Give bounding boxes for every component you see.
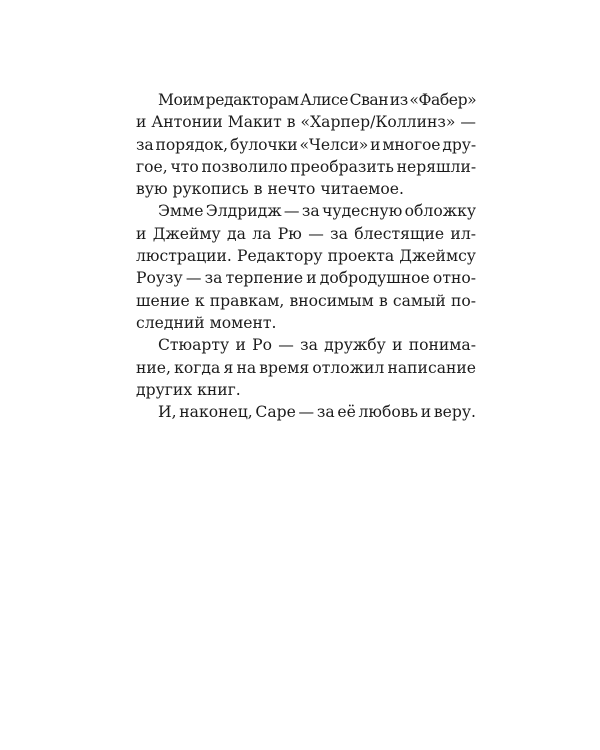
paragraph-sarah <box>136 401 476 423</box>
paragraph-illustrators <box>136 200 476 334</box>
text-line: за порядок, булочки «Челси» и многое дру- <box>136 135 476 154</box>
text-line: Эмме Элдридж — за чудесную обложку <box>158 202 476 221</box>
paragraph-editors <box>136 89 476 200</box>
text-line: Роузу — за терпение и добродушное отно- <box>136 269 476 288</box>
text-line: Стюарту и Ро — за дружбу и понима- <box>158 336 476 355</box>
text-line: других книг. <box>136 380 241 399</box>
text-line: ние, когда я на время отложил написание <box>136 358 476 377</box>
text-line: И, наконец, Саре — за её любовь и веру. <box>158 403 476 422</box>
text-line: люстрации. Редактору проекта Джеймсу <box>136 247 476 266</box>
text-line: шение к правкам, вносимым в самый по- <box>136 291 476 310</box>
text-line: вую рукопись в нечто читаемое. <box>136 180 404 199</box>
text-line: Моим редакторам Алисе Сван из «Фабер» <box>158 91 477 109</box>
acknowledgements-text <box>136 89 476 423</box>
paragraph-friends <box>136 334 476 401</box>
text-line: гое, что позволило преобразить неряшли- <box>136 157 477 176</box>
text-line: и Джейму да ла Рю — за блестящие ил- <box>136 224 476 243</box>
text-line: и Антонии Макит в «Харпер/Коллинз» — <box>136 113 476 132</box>
text-line: следний момент. <box>136 313 277 332</box>
